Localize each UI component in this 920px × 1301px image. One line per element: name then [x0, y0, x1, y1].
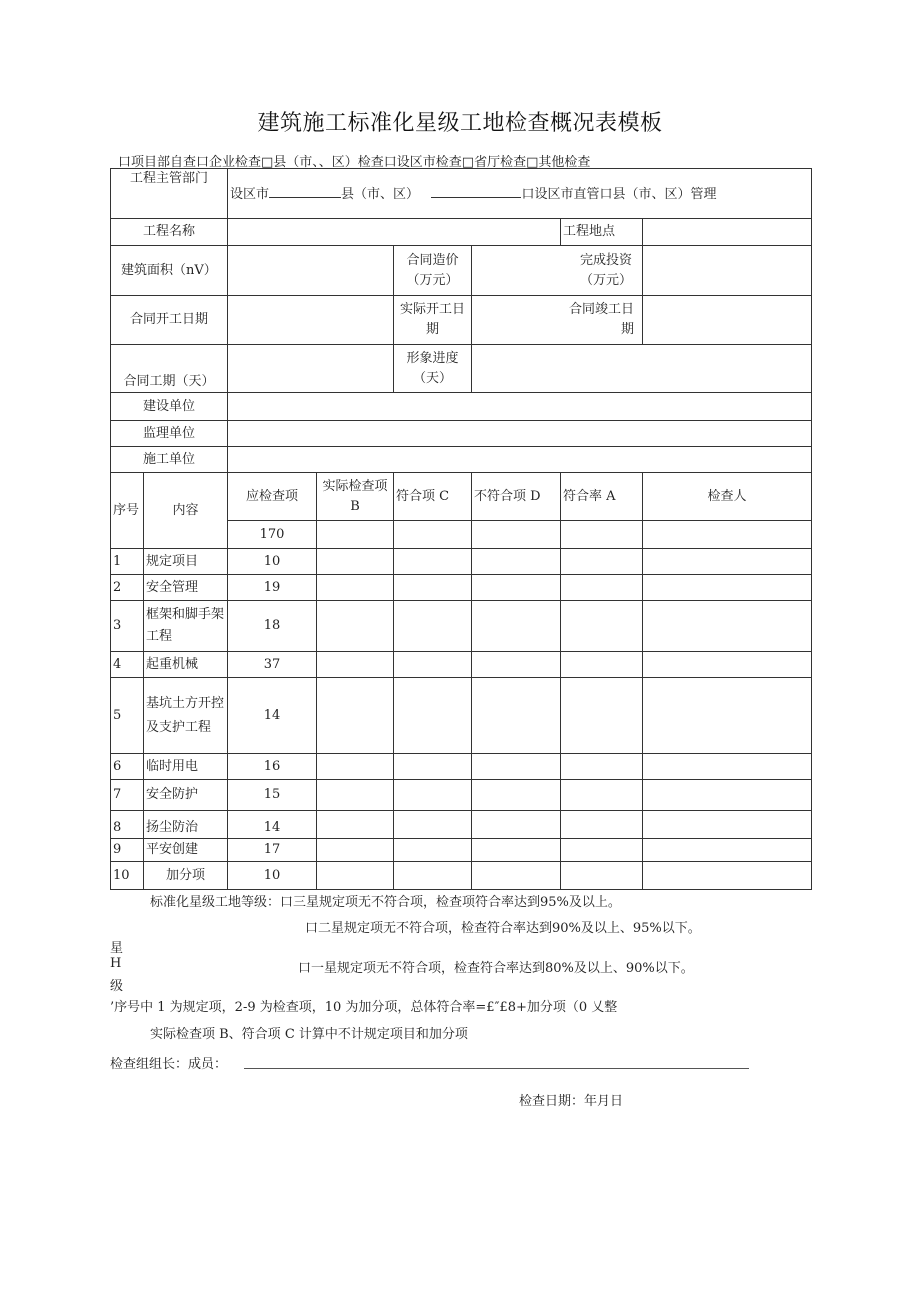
side-char-h: H	[110, 956, 122, 971]
table-row	[111, 839, 812, 862]
row-count: 10	[228, 549, 317, 575]
conform-total	[394, 521, 472, 549]
area-label: 建筑面积（nV）	[111, 246, 228, 296]
should-check-total: 170	[228, 521, 317, 549]
row-content: 规定项目	[144, 549, 228, 575]
row-count: 14	[228, 678, 317, 754]
investment-label: 完成投资 （万元）	[472, 246, 643, 296]
project-name-label: 工程名称	[111, 219, 228, 246]
inspection-type-options: 口项目部自查口企业检查□县（市、、区）检查口设区市检查□省厅检查□其他检查	[118, 155, 591, 170]
row-count: 17	[228, 839, 317, 862]
page-title: 建筑施工标准化星级工地检查概况表模板	[257, 111, 663, 136]
table-row	[111, 601, 812, 652]
row-content: 安全防护	[144, 780, 228, 811]
contract-price-label: 合同造价 （万元）	[394, 246, 472, 296]
row-count: 15	[228, 780, 317, 811]
rate-total	[561, 521, 643, 549]
row-count: 10	[228, 862, 317, 890]
row-content: 平安创建	[144, 839, 228, 862]
table-row	[111, 754, 812, 780]
content-header: 内容	[144, 473, 228, 549]
table-row	[111, 678, 812, 754]
level-three-note: 标准化星级工地等级：口三星规定项无不符合项，检查项符合率达到95%及以上。	[150, 895, 621, 910]
contract-period-value	[228, 345, 394, 393]
row-seq: 6	[111, 754, 144, 780]
contract-period-label: 合同工期（天）	[111, 345, 228, 393]
row-seq: 8	[111, 811, 144, 839]
county-blank	[431, 183, 521, 198]
supervisor-value	[228, 421, 812, 447]
inspection-date-label: 检查日期：年月日	[519, 1094, 624, 1109]
inspection-summary-table	[110, 168, 812, 890]
leader-members-label: 检查组组长：成员：	[110, 1057, 228, 1072]
table-row	[111, 780, 812, 811]
constructor-label: 施工单位	[111, 447, 228, 473]
actual-start-label: 实际开工日 期	[394, 296, 472, 345]
row-seq: 2	[111, 575, 144, 601]
row-seq: 4	[111, 652, 144, 678]
inspector-header: 检查人	[643, 473, 812, 521]
supervisor-label: 监理单位	[111, 421, 228, 447]
actual-check-total	[317, 521, 394, 549]
builder-label: 建设单位	[111, 393, 228, 421]
row-content: 框架和脚手架工程	[144, 601, 228, 652]
side-char-star: 星	[110, 941, 124, 956]
contract-start-label: 合同开工日期	[111, 296, 228, 345]
contract-end-label: 合同竣工日 期	[472, 296, 643, 345]
row-content: 基坑土方开控及支护工程	[144, 678, 228, 754]
row-seq: 1	[111, 549, 144, 575]
row-seq: 9	[111, 839, 144, 862]
table-row	[111, 811, 812, 839]
builder-value	[228, 393, 812, 421]
nonconform-total	[472, 521, 561, 549]
nonconform-header: 不符合项 D	[472, 473, 561, 521]
row-content: 起重机械	[144, 652, 228, 678]
progress-label: 形象进度 （天）	[394, 345, 472, 393]
table-row	[111, 549, 812, 575]
row-count: 18	[228, 601, 317, 652]
contract-start-value	[228, 296, 394, 345]
project-name-value	[228, 219, 561, 246]
investment-value	[643, 246, 812, 296]
city-blank	[269, 183, 341, 198]
project-location-value	[643, 219, 812, 246]
dept-value: 设区市 县（市、区） 口设区市直管口县（市、区）管理	[228, 169, 812, 219]
dept-label: 工程主管部门	[111, 169, 228, 219]
row-seq: 7	[111, 780, 144, 811]
row-seq: 10	[111, 862, 144, 890]
contract-end-value	[643, 296, 812, 345]
side-char-level: 级	[110, 979, 124, 994]
row-seq: 3	[111, 601, 144, 652]
level-two-note: 口二星规定项无不符合项，检查符合率达到90%及以上、95%以下。	[305, 921, 701, 936]
area-value	[228, 246, 394, 296]
row-count: 19	[228, 575, 317, 601]
project-location-label: 工程地点	[561, 219, 643, 246]
conform-header: 符合项 C	[394, 473, 472, 521]
formula-note: ’序号中 1 为规定项，2-9 为检查项，10 为加分项，总体符合率=£″£8+加分项（0 乂整	[110, 1000, 618, 1015]
constructor-value	[228, 447, 812, 473]
seq-header: 序号	[111, 473, 144, 549]
row-count: 37	[228, 652, 317, 678]
table-row	[111, 575, 812, 601]
table-row	[111, 652, 812, 678]
row-count: 14	[228, 811, 317, 839]
row-content: 扬尘防治	[144, 811, 228, 839]
row-seq: 5	[111, 678, 144, 754]
members-signature-line	[244, 1068, 749, 1069]
row-content: 临时用电	[144, 754, 228, 780]
row-count: 16	[228, 754, 317, 780]
inspector-total	[643, 521, 812, 549]
table-row	[111, 862, 812, 890]
progress-value	[472, 345, 812, 393]
level-one-note: 口一星规定项无不符合项，检查符合率达到80%及以上、90%以下。	[298, 961, 694, 976]
row-content: 加分项	[144, 862, 228, 890]
calculation-note: 实际检查项 B、符合项 C 计算中不计规定项目和加分项	[150, 1027, 468, 1042]
should-check-header: 应检查项	[228, 473, 317, 521]
actual-check-header: 实际检查项 B	[317, 473, 394, 521]
rate-header: 符合率 A	[561, 473, 643, 521]
row-content: 安全管理	[144, 575, 228, 601]
